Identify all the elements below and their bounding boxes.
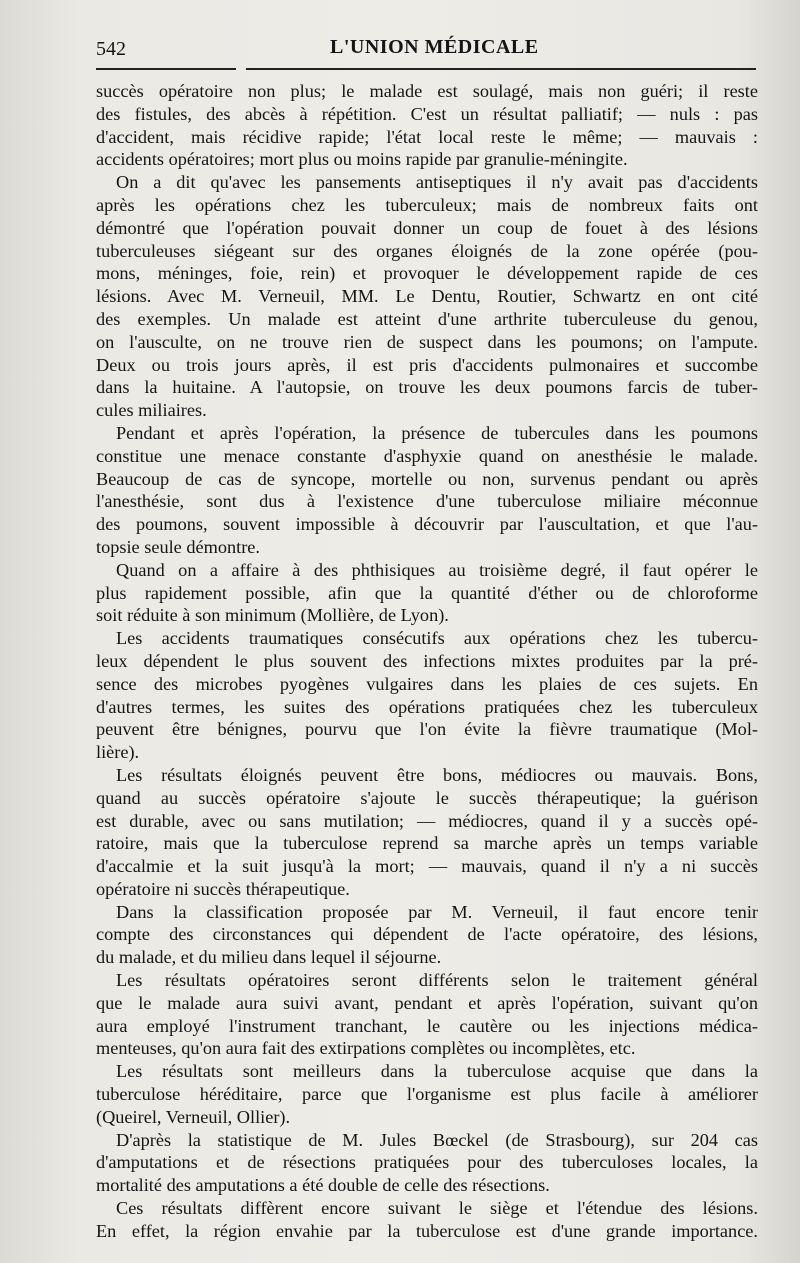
text-line: lière). <box>96 742 140 763</box>
text-line: Les résultats sont meilleurs dans la tuberculose acquise que dans la <box>116 1061 758 1082</box>
text-line: Les résultats opératoires seront différents selon le traitement général <box>116 970 758 991</box>
page-header <box>96 36 756 66</box>
text-line: est durable, avec ou sans mutilation; — médiocres, quand il y a succès opé- <box>96 810 758 831</box>
text-line: opératoire ni succès thérapeutique. <box>96 878 350 899</box>
text-line: accidents opératoires; mort plus ou moins rapide par granulie-méningite. <box>96 149 628 170</box>
text-line: sence des microbes pyogènes vulgaires dans les plaies de ces sujets. En <box>96 673 758 694</box>
paragraph <box>96 764 758 901</box>
journal-title: L'UNION MÉDICALE <box>330 36 539 58</box>
text-line: On a dit qu'avec les pansements antiseptiques il n'y avait pas d'accidents <box>116 172 758 193</box>
text-line: constitue une menace constante d'asphyxie quand on anesthésie le malade. <box>96 445 758 466</box>
text-line: des fistules, des abcès à répétition. C'est un résultat palliatif; — nuls : pas <box>96 103 758 124</box>
paragraph <box>96 1060 758 1128</box>
text-line: menteuses, qu'on aura fait des extirpations complètes ou incomplètes, etc. <box>96 1038 636 1059</box>
text-line: d'accalmie et la suit jusqu'à la mort; — mauvais, quand il n'y a ni succès <box>96 856 758 877</box>
text-line: aura employé l'instrument tranchant, le cautère ou les injections médica- <box>96 1015 758 1036</box>
text-line: démontré que l'opération pouvait donner un coup de fouet à des lésions <box>96 217 758 238</box>
text-line: d'amputations et de résections pratiquées pour des tuberculoses locales, la <box>96 1152 758 1173</box>
paragraph <box>96 171 758 422</box>
header-rule-gap <box>236 67 246 71</box>
paragraph <box>96 1197 758 1243</box>
paragraph <box>96 627 758 764</box>
text-line: D'après la statistique de M. Jules Bœckel (de Strasbourg), sur 204 cas <box>116 1129 758 1150</box>
body-text <box>96 80 758 1243</box>
text-line: Beaucoup de cas de syncope, mortelle ou non, survenus pendant ou après <box>96 468 758 489</box>
text-line: d'autres termes, les suites des opérations pratiquées chez les tuberculeux <box>96 696 758 717</box>
text-line: tuberculeuses siégeant sur des organes éloignés de la zone opérée (pou- <box>96 240 758 261</box>
text-line: Dans la classification proposée par M. Verneuil, il faut encore tenir <box>116 901 758 922</box>
text-line: Ces résultats diffèrent encore suivant le siège et l'étendue des lésions. <box>116 1198 758 1219</box>
paragraph <box>96 969 758 1060</box>
text-line: compte des circonstances qui dépendent de l'acte opératoire, des lésions, <box>96 924 758 945</box>
text-line: plus rapidement possible, afin que la quantité d'éther ou de chloroforme <box>96 582 758 603</box>
text-line: des exemples. Un malade est atteint d'une arthrite tuberculeuse du genou, <box>96 308 758 329</box>
paragraph <box>96 80 758 171</box>
paragraph <box>96 422 758 559</box>
paragraph <box>96 901 758 969</box>
text-line: Les résultats éloignés peuvent être bons, médiocres ou mauvais. Bons, <box>116 764 758 785</box>
text-line: soit réduite à son minimum (Mollière, de Lyon). <box>96 605 449 626</box>
text-line: dans la huitaine. A l'autopsie, on trouve les deux poumons farcis de tuber- <box>96 377 758 398</box>
text-line: quand au succès opératoire s'ajoute le succès thérapeutique; la guérison <box>96 787 758 808</box>
text-line: on l'ausculte, on ne trouve rien de suspect dans les poumons; on l'ampute. <box>96 331 758 352</box>
text-line: cules miliaires. <box>96 400 207 421</box>
text-line: mortalité des amputations a été double de celle des résections. <box>96 1175 550 1196</box>
text-line: tuberculose héréditaire, parce que l'organisme est plus facile à améliorer <box>96 1084 758 1105</box>
page-number: 542 <box>96 38 126 60</box>
text-line: des poumons, souvent impossible à découvrir par l'auscultation, et que l'au- <box>96 514 758 535</box>
paragraph <box>96 559 758 627</box>
text-line: après les opérations chez les tuberculeux; mais de nombreux faits ont <box>96 194 758 215</box>
text-line: succès opératoire non plus; le malade est soulagé, mais non guéri; il reste <box>96 81 758 101</box>
text-line: mons, méninges, foie, rein) et provoquer le développement rapide de ces <box>96 263 758 284</box>
text-line: topsie seule démontre. <box>96 536 260 557</box>
text-line: du malade, et du milieu dans lequel il séjourne. <box>96 947 442 968</box>
text-line: Deux ou trois jours après, il est pris d'accidents pulmonaires et succombe <box>96 354 758 375</box>
text-line: d'accident, mais récidive rapide; l'état local reste le même; — mauvais : <box>96 126 758 147</box>
text-line: l'anesthésie, sont dus à l'existence d'une tuberculose miliaire méconnue <box>96 491 758 512</box>
text-line: Quand on a affaire à des phthisiques au troisième degré, il faut opérer le <box>116 559 758 580</box>
text-line: (Queirel, Verneuil, Ollier). <box>96 1106 291 1127</box>
text-line: Pendant et après l'opération, la présence de tubercules dans les poumons <box>116 422 758 443</box>
paragraph <box>96 1129 758 1197</box>
text-line: En effet, la région envahie par la tuberculose est d'une grande importance. <box>96 1220 758 1241</box>
text-line: ratoire, mais que la tuberculose reprend sa marche après un temps variable <box>96 833 758 854</box>
text-line: que le malade aura suivi avant, pendant et après l'opération, suivant qu'on <box>96 992 758 1013</box>
text-line: lésions. Avec M. Verneuil, MM. Le Dentu, Routier, Schwartz en ont cité <box>96 286 758 307</box>
text-line: leux dépendent le plus souvent des infections mixtes produites par la pré- <box>96 650 758 671</box>
header-rule <box>96 68 756 70</box>
text-line: Les accidents traumatiques consécutifs aux opérations chez les tubercu- <box>116 628 758 649</box>
text-line: peuvent être bénignes, pourvu que l'on évite la fièvre traumatique (Mol- <box>96 719 758 740</box>
